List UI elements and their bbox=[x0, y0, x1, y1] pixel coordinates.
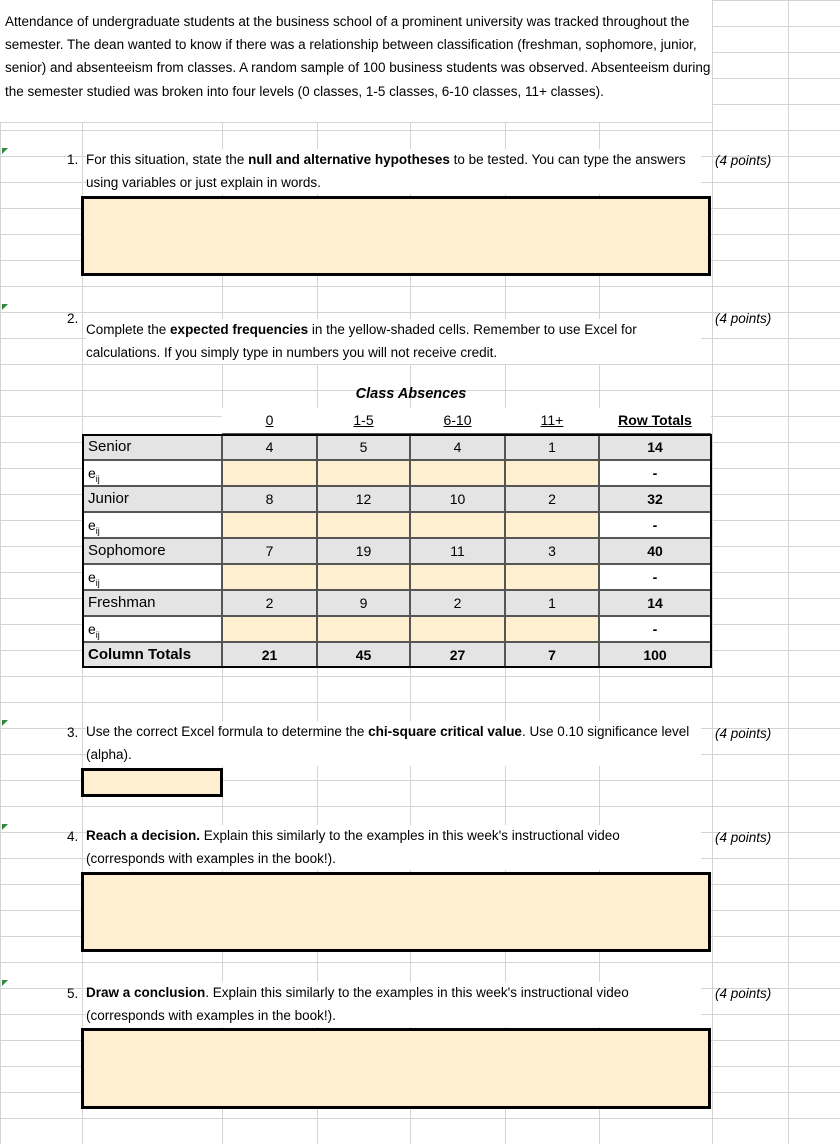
question-4-text: Reach a decision. Explain this similarly to the examples in this week's instructional video (corresponds with examples in the book!). bbox=[86, 825, 701, 870]
grand-total-cell[interactable]: 100 bbox=[599, 642, 711, 668]
row-totals-header[interactable]: Row Totals bbox=[599, 408, 711, 434]
observed-cell[interactable]: 4 bbox=[410, 434, 505, 460]
observed-cell[interactable]: 3 bbox=[505, 538, 599, 564]
column-header[interactable]: 11+ bbox=[505, 408, 599, 434]
table-title: Class Absences bbox=[355, 386, 467, 402]
question-5-number: 5. bbox=[67, 986, 79, 1001]
expected-cell[interactable] bbox=[410, 460, 505, 486]
eij-label[interactable]: $e_{ij}$ bbox=[82, 460, 222, 486]
row-label-sophomore[interactable]: Sophomore bbox=[82, 538, 222, 564]
observed-cell[interactable]: 9 bbox=[317, 590, 410, 616]
row-total-cell[interactable]: 32 bbox=[599, 486, 711, 512]
expected-cell[interactable] bbox=[222, 512, 317, 538]
observed-cell[interactable]: 19 bbox=[317, 538, 410, 564]
expected-total-cell[interactable]: - bbox=[599, 512, 711, 538]
eij-label[interactable]: $e_{ij}$ bbox=[82, 616, 222, 642]
row-label-senior[interactable]: Senior bbox=[82, 434, 222, 460]
expected-total-cell[interactable]: - bbox=[599, 616, 711, 642]
column-header[interactable]: 6-10 bbox=[410, 408, 505, 434]
question-3-points: (4 points) bbox=[715, 726, 772, 741]
expected-cell[interactable] bbox=[317, 616, 410, 642]
expected-cell[interactable] bbox=[505, 616, 599, 642]
intro-cell[interactable] bbox=[0, 0, 713, 123]
comment-marker bbox=[2, 720, 8, 726]
question-1-answer-box[interactable] bbox=[81, 196, 711, 276]
observed-cell[interactable]: 11 bbox=[410, 538, 505, 564]
row-label-junior[interactable]: Junior bbox=[82, 486, 222, 512]
question-1-number: 1. bbox=[67, 152, 79, 167]
observed-cell[interactable]: 2 bbox=[410, 590, 505, 616]
expected-cell[interactable] bbox=[222, 460, 317, 486]
eij-label[interactable]: $e_{ij}$ bbox=[82, 564, 222, 590]
column-total-cell[interactable]: 7 bbox=[505, 642, 599, 668]
question-2-number: 2. bbox=[67, 311, 79, 326]
expected-cell[interactable] bbox=[410, 564, 505, 590]
eij-label[interactable]: $e_{ij}$ bbox=[82, 512, 222, 538]
intro-text: Attendance of undergraduate students at the business school of a prominent university was tracked throughout the semester. The dean wanted to know if there was a relationship between classification (freshman, sophomore, junior, senior) and absenteeism from classes. A random sample of 100 business students was observed. Absenteeism during the semester studied was broken into four levels (0 classes, 1-5 classes, 6-10 classes, 11+ classes). bbox=[5, 14, 711, 99]
question-1-points: (4 points) bbox=[715, 153, 772, 168]
expected-cell[interactable] bbox=[410, 512, 505, 538]
expected-cell[interactable] bbox=[505, 564, 599, 590]
expected-cell[interactable] bbox=[222, 616, 317, 642]
observed-cell[interactable]: 12 bbox=[317, 486, 410, 512]
column-total-cell[interactable]: 45 bbox=[317, 642, 410, 668]
observed-cell[interactable]: 2 bbox=[222, 590, 317, 616]
comment-marker bbox=[2, 148, 8, 154]
expected-cell[interactable] bbox=[317, 512, 410, 538]
question-1-text: For this situation, state the null and alternative hypotheses to be tested. You can type the answers using variables or just explain in words. bbox=[86, 149, 701, 194]
question-2-text: Complete the expected frequencies in the yellow-shaded cells. Remember to use Excel for calculations. If you simply type in numbers you will not receive credit. bbox=[86, 319, 701, 364]
observed-cell[interactable]: 8 bbox=[222, 486, 317, 512]
expected-cell[interactable] bbox=[505, 512, 599, 538]
observed-cell[interactable]: 2 bbox=[505, 486, 599, 512]
expected-total-cell[interactable]: - bbox=[599, 564, 711, 590]
observed-cell[interactable]: 4 bbox=[222, 434, 317, 460]
question-5-points: (4 points) bbox=[715, 986, 772, 1001]
observed-cell[interactable]: 1 bbox=[505, 434, 599, 460]
column-header[interactable]: 0 bbox=[222, 408, 317, 434]
column-totals-label[interactable]: Column Totals bbox=[82, 642, 222, 668]
comment-marker bbox=[2, 824, 8, 830]
observed-cell[interactable]: 7 bbox=[222, 538, 317, 564]
expected-cell[interactable] bbox=[222, 564, 317, 590]
question-2-points: (4 points) bbox=[715, 311, 772, 326]
observed-cell[interactable]: 1 bbox=[505, 590, 599, 616]
question-4-answer-box[interactable] bbox=[81, 872, 711, 952]
question-3-number: 3. bbox=[67, 725, 79, 740]
expected-cell[interactable] bbox=[317, 564, 410, 590]
expected-total-cell[interactable]: - bbox=[599, 460, 711, 486]
comment-marker bbox=[2, 980, 8, 986]
question-5-text: Draw a conclusion. Explain this similarly to the examples in this week's instructional video (corresponds with examples in the book!). bbox=[86, 982, 701, 1027]
question-3-text: Use the correct Excel formula to determine the chi-square critical value. Use 0.10 significance level (alpha). bbox=[86, 721, 701, 766]
question-4-number: 4. bbox=[67, 829, 79, 844]
expected-cell[interactable] bbox=[505, 460, 599, 486]
observed-cell[interactable]: 5 bbox=[317, 434, 410, 460]
question-5-answer-box[interactable] bbox=[81, 1028, 711, 1109]
column-header[interactable]: 1-5 bbox=[317, 408, 410, 434]
row-total-cell[interactable]: 40 bbox=[599, 538, 711, 564]
question-4-points: (4 points) bbox=[715, 830, 772, 845]
row-total-cell[interactable]: 14 bbox=[599, 590, 711, 616]
row-total-cell[interactable]: 14 bbox=[599, 434, 711, 460]
comment-marker bbox=[2, 304, 8, 310]
expected-cell[interactable] bbox=[410, 616, 505, 642]
question-3-answer-box[interactable] bbox=[81, 768, 223, 797]
observed-cell[interactable]: 10 bbox=[410, 486, 505, 512]
column-total-cell[interactable]: 27 bbox=[410, 642, 505, 668]
expected-cell[interactable] bbox=[317, 460, 410, 486]
column-total-cell[interactable]: 21 bbox=[222, 642, 317, 668]
row-label-freshman[interactable]: Freshman bbox=[82, 590, 222, 616]
